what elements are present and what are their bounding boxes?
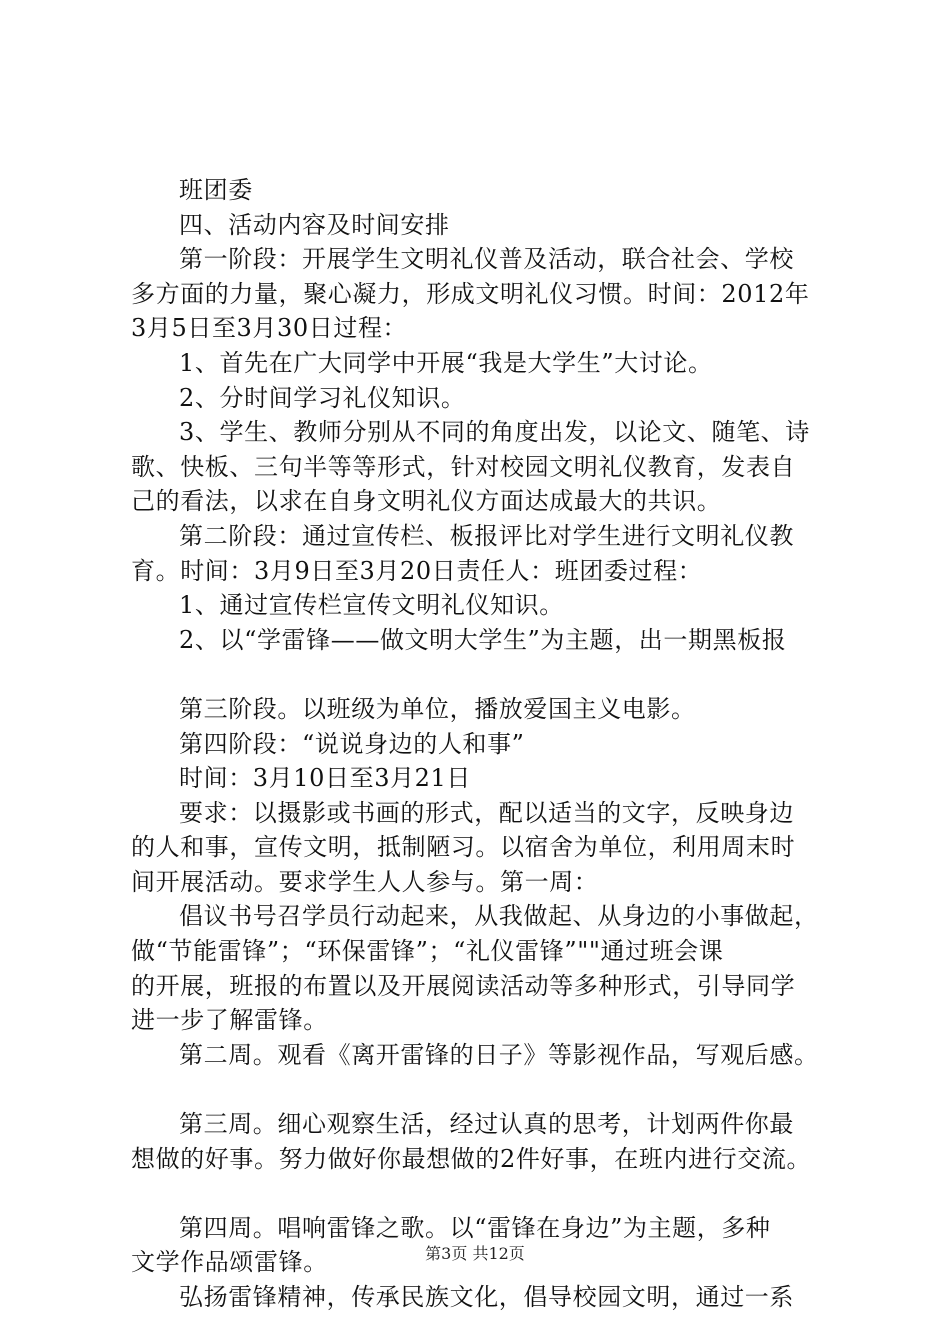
text-line: 倡议书号召学员行动起来，从我做起、从身边的小事做起， (179, 902, 819, 931)
text-line: 歌、快板、三句半等等形式，针对校园文明礼仪教育，发表自 (131, 452, 796, 481)
text-line: 1、首先在广大同学中开展“我是大学生”大讨论。 (179, 348, 713, 377)
text-line: 弘扬雷锋精神，传承民族文化，倡导校园文明，通过一系 (179, 1283, 794, 1311)
text-line: 做“节能雷锋”；“环保雷锋”；“礼仪雷锋”""通过班会课 (131, 937, 724, 966)
text-line: 的人和事，宣传文明，抵制陋习。以宿舍为单位，利用周末时 (131, 833, 796, 862)
text-line: 1、通过宣传栏宣传文明礼仪知识。 (179, 591, 564, 620)
text-line: 3月5日至3月30日过程： (131, 314, 408, 343)
text-line: 第一阶段：开展学生文明礼仪普及活动，联合社会、学校 (179, 245, 794, 274)
text-line: 班团委 (179, 176, 253, 204)
blank-line (131, 1072, 851, 1107)
text-line: 己的看法，以求在自身文明礼仪方面达成最大的共识。 (131, 487, 722, 516)
text-line: 的开展，班报的布置以及开展阅读活动等多种形式，引导同学 (131, 971, 796, 1000)
text-line: 想做的好事。努力做好你最想做的2件好事，在班内进行交流。 (131, 1144, 812, 1173)
text-line: 第二周。观看《离开雷锋的日子》等影视作品，写观后感。 (179, 1040, 819, 1069)
text-line: 第四周。唱响雷锋之歌。以“雷锋在身边”为主题，多种 (179, 1213, 771, 1242)
text-line: 2、以“学雷锋——做文明大学生”为主题，出一期黑板报 (179, 625, 787, 654)
text-line: 第三周。细心观察生活，经过认真的思考，计划两件你最 (179, 1110, 794, 1139)
text-line: 第四阶段：“说说身边的人和事” (179, 729, 525, 758)
text-line: 2、分时间学习礼仪知识。 (179, 383, 466, 412)
text-line: 要求：以摄影或书画的形式，配以适当的文字，反映身边 (179, 798, 794, 827)
text-line: 时间：3月10日至3月21日 (179, 764, 472, 793)
text-line: 进一步了解雷锋。 (131, 1006, 328, 1035)
text-line: 间开展活动。要求学生人人参与。第一周： (131, 867, 599, 896)
text-line: 第二阶段：通过宣传栏、板报评比对学生进行文明礼仪教 (179, 521, 794, 550)
text-line: 多方面的力量，聚心凝力，形成文明礼仪习惯。时间：2012年 (131, 279, 810, 308)
text-line: 第三阶段。以班级为单位，播放爱国主义电影。 (179, 694, 696, 723)
blank-line (131, 1176, 851, 1211)
text-line: 3、学生、教师分别从不同的角度出发，以论文、随笔、诗 (179, 418, 810, 447)
text-line: 育。时间：3月9日至3月20日责任人：班团委过程： (131, 556, 703, 585)
page-number-footer: 第3页 共12页 (425, 1244, 525, 1263)
document-body (131, 173, 851, 1315)
blank-line (131, 657, 851, 692)
text-line: 文学作品颂雷锋。 (131, 1248, 328, 1277)
section-heading: 四、活动内容及时间安排 (179, 210, 450, 239)
